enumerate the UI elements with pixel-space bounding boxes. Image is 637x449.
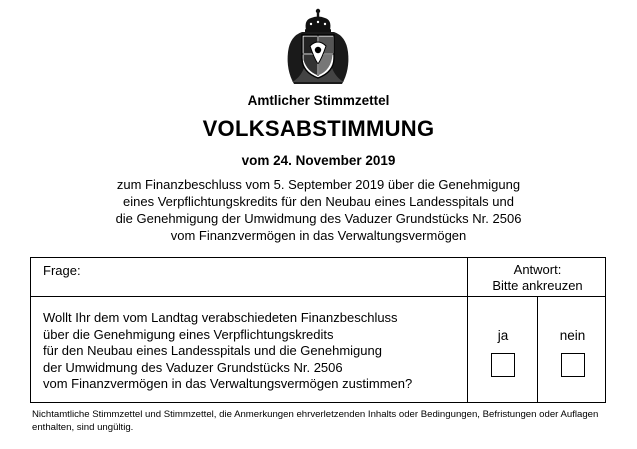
ballot-subtitle: Amtlicher Stimmzettel	[247, 93, 390, 108]
question-line: der Umwidmung des Vaduzer Grundstücks Nr. 2506	[43, 359, 343, 375]
question-line: vom Finanzvermögen in das Verwaltungsvermögen zustimmen?	[43, 376, 413, 392]
question-header: Frage:	[43, 263, 81, 278]
ballot-description	[0, 176, 637, 244]
ballot-table	[30, 257, 606, 403]
description-line: zum Finanzbeschluss vom 5. September 2019 über die Genehmigung	[116, 177, 521, 192]
question-line: für den Neubau eines Landesspitals und die Genehmigung	[43, 343, 382, 359]
yes-checkbox[interactable]	[491, 353, 515, 377]
answer-hint: Bitte ankreuzen	[492, 278, 583, 293]
ballot-date: vom 24. November 2019	[241, 153, 396, 168]
question-line: über die Genehmigung eines Verpflichtungskredits	[43, 326, 334, 342]
question-line: Wollt Ihr dem vom Landtag verabschiedeten Finanzbeschluss	[43, 310, 398, 325]
description-line: die Genehmigung der Umwidmung des Vaduzer Grundstücks Nr. 2506	[115, 211, 522, 226]
no-label: nein	[559, 328, 586, 343]
ballot-title: VOLKSABSTIMMUNG	[202, 116, 435, 141]
validity-footnote: Nichtamtliche Stimmzettel und Stimmzettel, die Anmerkungen ehrverletzenden Inhalts oder Bedingungen, Befristungen oder Auflagen enthalten, sind ungültig.	[32, 409, 599, 433]
yes-label: ja	[497, 328, 509, 343]
answer-divider	[537, 296, 538, 402]
description-line: eines Verpflichtungskredits für den Neubau eines Landesspitals und	[123, 194, 514, 209]
answer-header	[468, 262, 607, 294]
answer-label: Antwort:	[513, 262, 562, 277]
ballot-question	[43, 310, 412, 393]
row-divider	[31, 296, 605, 297]
description-line: vom Finanzvermögen in das Verwaltungsvermögen	[170, 228, 467, 243]
coat-of-arms-icon	[280, 8, 356, 88]
no-checkbox[interactable]	[561, 353, 585, 377]
